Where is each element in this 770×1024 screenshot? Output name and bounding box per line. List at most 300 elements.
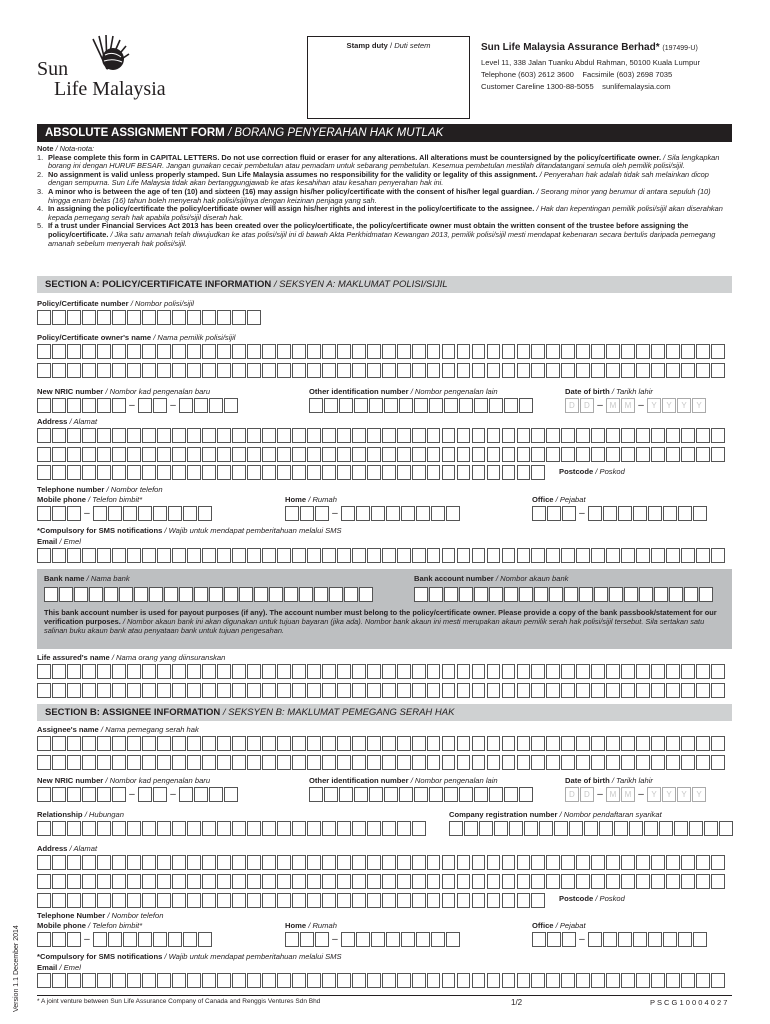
life-assured-field-row2[interactable] <box>37 683 726 698</box>
char-box[interactable] <box>262 447 276 462</box>
char-box[interactable] <box>397 363 411 378</box>
char-box[interactable] <box>202 310 216 325</box>
char-box[interactable] <box>262 755 276 770</box>
char-box[interactable] <box>684 587 698 602</box>
char-box[interactable] <box>606 736 620 751</box>
char-box[interactable] <box>292 874 306 889</box>
char-box[interactable] <box>52 465 66 480</box>
char-box[interactable] <box>97 736 111 751</box>
char-box[interactable] <box>502 428 516 443</box>
char-box[interactable] <box>37 465 51 480</box>
char-box[interactable] <box>459 587 473 602</box>
char-box[interactable] <box>369 787 383 802</box>
mobile-field-a[interactable] <box>37 506 213 521</box>
char-box[interactable] <box>356 506 370 521</box>
char-box[interactable] <box>322 363 336 378</box>
char-box[interactable] <box>621 344 635 359</box>
char-box[interactable] <box>621 664 635 679</box>
char-box[interactable] <box>232 465 246 480</box>
char-box[interactable] <box>202 683 216 698</box>
char-box[interactable] <box>292 664 306 679</box>
char-box[interactable] <box>472 874 486 889</box>
char-box[interactable] <box>127 344 141 359</box>
char-box[interactable] <box>209 787 223 802</box>
char-box[interactable] <box>352 874 366 889</box>
char-box[interactable] <box>457 893 471 908</box>
char-box[interactable] <box>142 465 156 480</box>
char-box[interactable] <box>446 506 460 521</box>
char-box[interactable] <box>67 398 81 413</box>
char-box[interactable] <box>97 973 111 988</box>
char-box[interactable] <box>576 755 590 770</box>
char-box[interactable] <box>149 587 163 602</box>
char-box[interactable] <box>142 973 156 988</box>
char-box[interactable] <box>412 548 426 563</box>
nric-field-b[interactable] <box>37 787 239 802</box>
char-box[interactable] <box>599 821 613 836</box>
char-box[interactable] <box>307 428 321 443</box>
char-box[interactable] <box>322 683 336 698</box>
char-box[interactable] <box>576 736 590 751</box>
char-box[interactable] <box>337 363 351 378</box>
char-box[interactable] <box>696 363 710 378</box>
char-box[interactable] <box>277 447 291 462</box>
char-box[interactable] <box>397 973 411 988</box>
char-box[interactable] <box>696 447 710 462</box>
char-box[interactable] <box>576 344 590 359</box>
char-box[interactable] <box>337 736 351 751</box>
char-box[interactable] <box>82 821 96 836</box>
assignee-name-field-row2[interactable] <box>37 755 726 770</box>
char-box[interactable] <box>277 664 291 679</box>
char-box[interactable] <box>352 855 366 870</box>
char-box[interactable] <box>172 736 186 751</box>
char-box[interactable] <box>142 893 156 908</box>
char-box[interactable] <box>112 755 126 770</box>
char-box[interactable] <box>142 447 156 462</box>
char-box[interactable] <box>487 893 501 908</box>
char-box[interactable] <box>472 363 486 378</box>
char-box[interactable] <box>624 587 638 602</box>
char-box[interactable] <box>52 932 66 947</box>
char-box[interactable] <box>591 363 605 378</box>
char-box[interactable] <box>97 548 111 563</box>
char-box[interactable] <box>217 310 231 325</box>
char-box[interactable] <box>689 821 703 836</box>
char-box[interactable] <box>324 787 338 802</box>
char-box[interactable] <box>224 787 238 802</box>
char-box[interactable] <box>546 664 560 679</box>
char-box[interactable] <box>97 363 111 378</box>
char-box[interactable] <box>648 506 662 521</box>
char-box[interactable] <box>217 363 231 378</box>
char-box[interactable] <box>449 821 463 836</box>
char-box[interactable] <box>651 664 665 679</box>
char-box[interactable] <box>382 465 396 480</box>
char-box[interactable] <box>427 893 441 908</box>
char-box[interactable] <box>127 465 141 480</box>
char-box[interactable] <box>414 787 428 802</box>
char-box[interactable] <box>97 447 111 462</box>
char-box[interactable] <box>337 683 351 698</box>
char-box[interactable] <box>711 428 725 443</box>
char-box[interactable] <box>429 787 443 802</box>
char-box[interactable] <box>217 755 231 770</box>
bank-account-field[interactable] <box>414 587 714 602</box>
char-box[interactable] <box>517 664 531 679</box>
char-box[interactable] <box>112 428 126 443</box>
char-box[interactable] <box>427 755 441 770</box>
char-box[interactable] <box>37 874 51 889</box>
char-box[interactable] <box>666 736 680 751</box>
char-box[interactable] <box>504 787 518 802</box>
char-box[interactable] <box>309 787 323 802</box>
char-box[interactable] <box>487 973 501 988</box>
char-box[interactable] <box>97 398 111 413</box>
char-box[interactable] <box>172 548 186 563</box>
char-box[interactable] <box>487 736 501 751</box>
char-box[interactable] <box>67 855 81 870</box>
char-box[interactable] <box>711 363 725 378</box>
char-box[interactable] <box>202 855 216 870</box>
address-field-a-row3[interactable] <box>37 465 546 480</box>
char-box[interactable] <box>412 736 426 751</box>
char-box[interactable] <box>352 548 366 563</box>
char-box[interactable] <box>82 344 96 359</box>
char-box[interactable] <box>247 428 261 443</box>
char-box[interactable] <box>37 447 51 462</box>
char-box[interactable]: Y <box>677 787 691 802</box>
char-box[interactable] <box>382 363 396 378</box>
char-box[interactable] <box>531 874 545 889</box>
char-box[interactable] <box>97 821 111 836</box>
char-box[interactable] <box>412 855 426 870</box>
char-box[interactable] <box>112 310 126 325</box>
char-box[interactable] <box>322 874 336 889</box>
char-box[interactable] <box>382 893 396 908</box>
char-box[interactable] <box>502 973 516 988</box>
char-box[interactable] <box>52 548 66 563</box>
char-box[interactable] <box>232 428 246 443</box>
char-box[interactable] <box>37 821 51 836</box>
char-box[interactable] <box>262 683 276 698</box>
char-box[interactable] <box>397 344 411 359</box>
char-box[interactable] <box>517 973 531 988</box>
char-box[interactable] <box>247 855 261 870</box>
char-box[interactable] <box>292 363 306 378</box>
char-box[interactable] <box>576 664 590 679</box>
char-box[interactable] <box>621 683 635 698</box>
char-box[interactable] <box>97 874 111 889</box>
char-box[interactable] <box>67 755 81 770</box>
char-box[interactable] <box>442 465 456 480</box>
char-box[interactable] <box>285 932 299 947</box>
char-box[interactable] <box>633 506 647 521</box>
char-box[interactable] <box>82 736 96 751</box>
char-box[interactable] <box>67 363 81 378</box>
char-box[interactable] <box>322 893 336 908</box>
char-box[interactable] <box>127 821 141 836</box>
char-box[interactable] <box>352 664 366 679</box>
char-box[interactable] <box>292 428 306 443</box>
char-box[interactable] <box>127 874 141 889</box>
char-box[interactable] <box>651 683 665 698</box>
char-box[interactable] <box>307 973 321 988</box>
char-box[interactable] <box>651 736 665 751</box>
char-box[interactable] <box>179 398 193 413</box>
char-box[interactable] <box>457 363 471 378</box>
char-box[interactable] <box>262 855 276 870</box>
char-box[interactable] <box>202 664 216 679</box>
char-box[interactable] <box>651 855 665 870</box>
char-box[interactable] <box>412 363 426 378</box>
char-box[interactable] <box>52 683 66 698</box>
char-box[interactable] <box>172 363 186 378</box>
char-box[interactable] <box>382 973 396 988</box>
char-box[interactable] <box>172 855 186 870</box>
char-box[interactable] <box>427 465 441 480</box>
char-box[interactable] <box>187 447 201 462</box>
char-box[interactable] <box>576 428 590 443</box>
char-box[interactable] <box>547 932 561 947</box>
char-box[interactable] <box>539 821 553 836</box>
char-box[interactable] <box>337 874 351 889</box>
char-box[interactable] <box>352 683 366 698</box>
char-box[interactable] <box>666 973 680 988</box>
char-box[interactable] <box>67 447 81 462</box>
char-box[interactable] <box>412 821 426 836</box>
char-box[interactable] <box>666 344 680 359</box>
char-box[interactable] <box>414 398 428 413</box>
char-box[interactable] <box>457 755 471 770</box>
char-box[interactable] <box>104 587 118 602</box>
char-box[interactable]: D <box>580 398 594 413</box>
char-box[interactable] <box>636 664 650 679</box>
char-box[interactable] <box>517 548 531 563</box>
char-box[interactable] <box>337 893 351 908</box>
char-box[interactable] <box>198 506 212 521</box>
char-box[interactable]: Y <box>692 787 706 802</box>
char-box[interactable] <box>157 465 171 480</box>
char-box[interactable] <box>292 855 306 870</box>
office-field-a[interactable] <box>532 506 708 521</box>
bank-name-field[interactable] <box>44 587 374 602</box>
char-box[interactable] <box>412 874 426 889</box>
char-box[interactable] <box>517 683 531 698</box>
char-box[interactable] <box>37 548 51 563</box>
char-box[interactable] <box>337 855 351 870</box>
char-box[interactable] <box>307 855 321 870</box>
char-box[interactable] <box>569 821 583 836</box>
char-box[interactable] <box>157 973 171 988</box>
char-box[interactable] <box>232 664 246 679</box>
char-box[interactable] <box>329 587 343 602</box>
char-box[interactable] <box>382 683 396 698</box>
char-box[interactable] <box>472 683 486 698</box>
char-box[interactable] <box>217 821 231 836</box>
char-box[interactable] <box>217 736 231 751</box>
char-box[interactable] <box>431 506 445 521</box>
char-box[interactable] <box>172 893 186 908</box>
dob-field-b[interactable] <box>565 787 707 802</box>
char-box[interactable] <box>494 821 508 836</box>
char-box[interactable] <box>489 787 503 802</box>
char-box[interactable] <box>696 736 710 751</box>
char-box[interactable] <box>487 548 501 563</box>
char-box[interactable] <box>202 447 216 462</box>
char-box[interactable] <box>307 821 321 836</box>
char-box[interactable] <box>696 428 710 443</box>
char-box[interactable] <box>367 755 381 770</box>
char-box[interactable] <box>371 506 385 521</box>
char-box[interactable] <box>97 893 111 908</box>
char-box[interactable] <box>97 428 111 443</box>
char-box[interactable] <box>531 428 545 443</box>
address-field-b-row2[interactable] <box>37 874 726 889</box>
char-box[interactable] <box>648 932 662 947</box>
char-box[interactable]: M <box>621 787 635 802</box>
char-box[interactable] <box>636 736 650 751</box>
char-box[interactable] <box>262 736 276 751</box>
char-box[interactable] <box>502 893 516 908</box>
char-box[interactable] <box>352 465 366 480</box>
char-box[interactable] <box>561 363 575 378</box>
owner-name-field-row1[interactable] <box>37 344 726 359</box>
char-box[interactable] <box>427 736 441 751</box>
char-box[interactable] <box>606 428 620 443</box>
char-box[interactable] <box>37 755 51 770</box>
char-box[interactable] <box>546 874 560 889</box>
char-box[interactable] <box>711 664 725 679</box>
char-box[interactable] <box>386 506 400 521</box>
char-box[interactable] <box>67 548 81 563</box>
char-box[interactable] <box>412 973 426 988</box>
char-box[interactable] <box>696 683 710 698</box>
char-box[interactable] <box>442 874 456 889</box>
char-box[interactable] <box>217 344 231 359</box>
char-box[interactable] <box>606 973 620 988</box>
char-box[interactable] <box>82 428 96 443</box>
char-box[interactable] <box>172 973 186 988</box>
char-box[interactable] <box>681 855 695 870</box>
char-box[interactable] <box>487 683 501 698</box>
char-box[interactable] <box>651 548 665 563</box>
char-box[interactable] <box>127 683 141 698</box>
char-box[interactable] <box>457 683 471 698</box>
char-box[interactable] <box>591 736 605 751</box>
char-box[interactable] <box>292 683 306 698</box>
char-box[interactable] <box>591 428 605 443</box>
char-box[interactable] <box>307 874 321 889</box>
char-box[interactable] <box>292 973 306 988</box>
char-box[interactable] <box>67 344 81 359</box>
char-box[interactable] <box>472 465 486 480</box>
char-box[interactable] <box>37 428 51 443</box>
char-box[interactable] <box>651 874 665 889</box>
char-box[interactable] <box>669 587 683 602</box>
char-box[interactable] <box>524 821 538 836</box>
char-box[interactable] <box>397 874 411 889</box>
char-box[interactable] <box>112 447 126 462</box>
char-box[interactable] <box>487 465 501 480</box>
char-box[interactable] <box>457 344 471 359</box>
char-box[interactable] <box>699 587 713 602</box>
char-box[interactable] <box>561 447 575 462</box>
char-box[interactable] <box>82 363 96 378</box>
char-box[interactable] <box>247 310 261 325</box>
char-box[interactable] <box>666 548 680 563</box>
char-box[interactable] <box>277 874 291 889</box>
char-box[interactable] <box>67 664 81 679</box>
char-box[interactable] <box>412 465 426 480</box>
char-box[interactable] <box>232 548 246 563</box>
char-box[interactable] <box>487 755 501 770</box>
char-box[interactable] <box>187 548 201 563</box>
char-box[interactable] <box>187 344 201 359</box>
char-box[interactable] <box>232 447 246 462</box>
address-field-b-row3[interactable] <box>37 893 546 908</box>
char-box[interactable] <box>82 664 96 679</box>
char-box[interactable] <box>666 447 680 462</box>
char-box[interactable] <box>546 428 560 443</box>
char-box[interactable] <box>37 310 51 325</box>
char-box[interactable]: M <box>606 787 620 802</box>
char-box[interactable] <box>397 465 411 480</box>
char-box[interactable] <box>157 821 171 836</box>
char-box[interactable] <box>591 755 605 770</box>
char-box[interactable] <box>591 855 605 870</box>
char-box[interactable] <box>517 344 531 359</box>
char-box[interactable] <box>153 506 167 521</box>
char-box[interactable] <box>397 428 411 443</box>
char-box[interactable] <box>352 428 366 443</box>
char-box[interactable] <box>384 787 398 802</box>
char-box[interactable] <box>112 398 126 413</box>
char-box[interactable] <box>187 755 201 770</box>
char-box[interactable] <box>606 683 620 698</box>
char-box[interactable] <box>307 664 321 679</box>
char-box[interactable] <box>579 587 593 602</box>
char-box[interactable] <box>517 736 531 751</box>
char-box[interactable] <box>442 363 456 378</box>
char-box[interactable] <box>179 787 193 802</box>
char-box[interactable] <box>576 855 590 870</box>
char-box[interactable] <box>172 755 186 770</box>
char-box[interactable] <box>427 664 441 679</box>
char-box[interactable] <box>371 932 385 947</box>
char-box[interactable] <box>262 893 276 908</box>
char-box[interactable] <box>172 664 186 679</box>
char-box[interactable] <box>82 787 96 802</box>
char-box[interactable] <box>67 874 81 889</box>
char-box[interactable] <box>247 736 261 751</box>
char-box[interactable]: D <box>565 398 579 413</box>
char-box[interactable] <box>382 855 396 870</box>
char-box[interactable] <box>112 664 126 679</box>
char-box[interactable] <box>337 973 351 988</box>
char-box[interactable] <box>247 821 261 836</box>
char-box[interactable] <box>232 893 246 908</box>
char-box[interactable] <box>202 363 216 378</box>
char-box[interactable] <box>232 344 246 359</box>
char-box[interactable] <box>531 755 545 770</box>
char-box[interactable] <box>681 428 695 443</box>
char-box[interactable] <box>711 344 725 359</box>
char-box[interactable] <box>621 548 635 563</box>
char-box[interactable] <box>277 428 291 443</box>
char-box[interactable] <box>67 428 81 443</box>
char-box[interactable] <box>367 855 381 870</box>
